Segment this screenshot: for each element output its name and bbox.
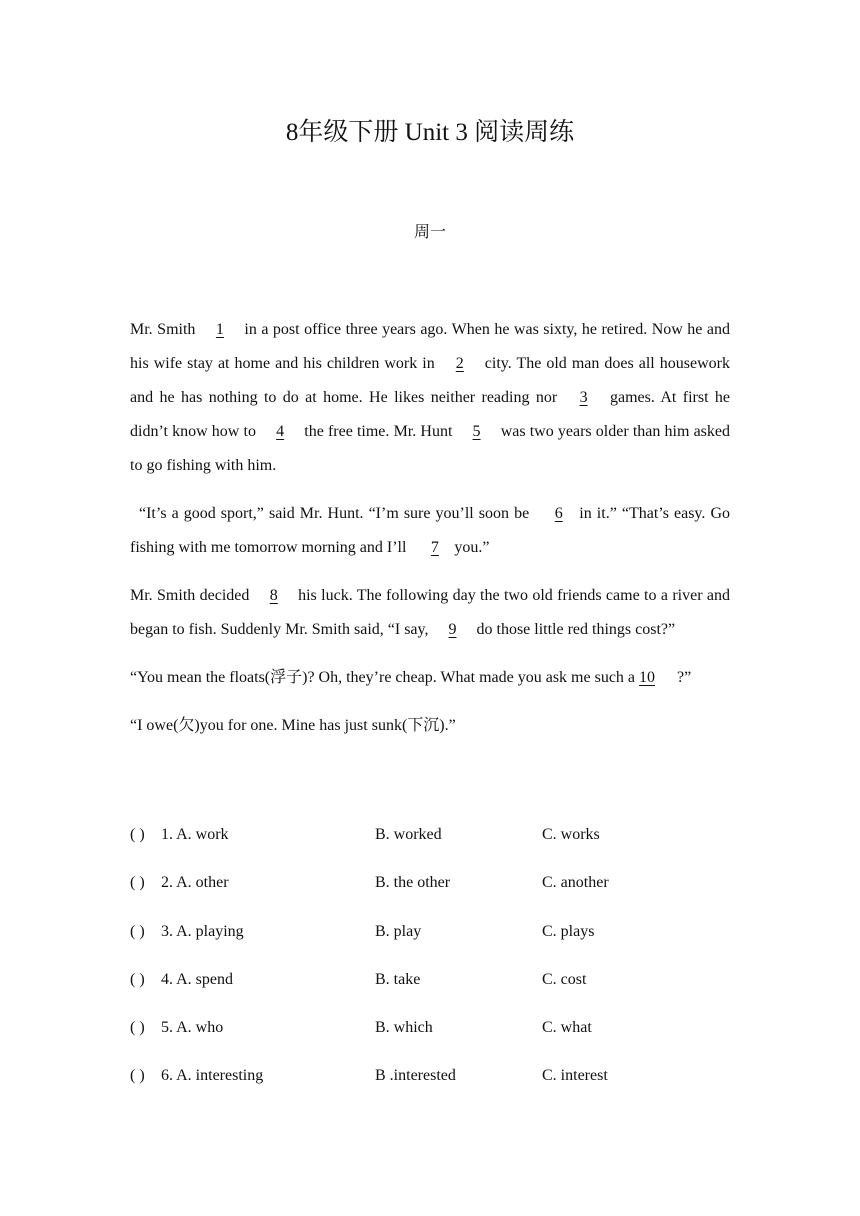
answer-bracket: ( ) (130, 826, 145, 843)
option-c: C. what (542, 1019, 592, 1037)
passage-text: city. The old man does all housework and he has nothing to do at home. He likes neither reading nor (130, 355, 730, 406)
question-row (130, 1067, 730, 1115)
passage-text: “You mean the floats(浮子)? Oh, they’re cheap. What made you ask me such a (130, 669, 640, 686)
blank-2: 2 (455, 355, 464, 372)
option-b: B. which (375, 1019, 433, 1037)
option-c: C. works (542, 826, 600, 843)
option-b: B. take (375, 970, 421, 988)
blank-9: 9 (448, 621, 457, 638)
option-a: 1. A. work (161, 826, 229, 843)
question-row (130, 971, 730, 1019)
passage-text: his luck. The following day the two old friends came to a river and began to fish. Suddenly Mr. Smith said, “I say, (130, 587, 730, 638)
answer-bracket: ( ) (130, 922, 145, 940)
passage-text: ?” (673, 669, 692, 686)
passage-text: Mr. Smith (130, 321, 200, 338)
answer-bracket: ( ) (130, 874, 145, 892)
option-a: 2. A. other (161, 874, 229, 892)
passage-text: in it.” “That’s easy. Go fishing with me tomorrow morning and I’ll (130, 505, 730, 556)
document-title: 8年级下册 Unit 3 阅读周练 (285, 119, 575, 146)
passage-paragraph-3 (130, 579, 730, 647)
passage-text: you.” (450, 539, 490, 556)
passage-paragraph-5 (130, 709, 730, 743)
question-row (130, 1019, 730, 1067)
blank-4: 4 (276, 423, 285, 440)
passage-text: games. At first he didn’t know how to (130, 389, 731, 440)
blank-6: 6 (554, 505, 563, 522)
option-c: C. another (542, 874, 609, 892)
passage-paragraph-1 (130, 313, 730, 483)
reading-passage (130, 313, 730, 757)
option-b: B. worked (375, 826, 442, 843)
question-row (130, 923, 730, 971)
blank-3: 3 (579, 389, 588, 406)
passage-paragraph-2 (130, 497, 730, 565)
question-row (130, 826, 730, 874)
question-list (130, 826, 730, 1116)
blank-10: 10 (639, 669, 656, 686)
answer-bracket: ( ) (130, 1019, 145, 1037)
option-b: B .interested (375, 1067, 456, 1085)
passage-text: “It’s a good sport,” said Mr. Hunt. “I’m sure you’ll soon be (139, 505, 535, 522)
answer-bracket: ( ) (130, 1067, 145, 1085)
option-a: 4. A. spend (161, 970, 233, 988)
section-subtitle: 周一 (413, 224, 446, 241)
passage-text: do those little red things cost?” (472, 621, 676, 638)
question-row (130, 874, 730, 922)
blank-7: 7 (430, 539, 439, 556)
answer-bracket: ( ) (130, 970, 145, 988)
option-c: C. plays (542, 922, 595, 940)
passage-text: was two years older than him asked to go fishing with him. (130, 423, 731, 474)
passage-text: “I owe(欠)you for one. Mine has just sunk(下沉).” (130, 717, 456, 734)
passage-text: in a post office three years ago. When he was sixty, he retired. Now he and his wife stay at home and his children work in (130, 321, 731, 372)
option-a: 5. A. who (161, 1019, 224, 1037)
passage-text: Mr. Smith decided (130, 587, 254, 604)
option-a: 3. A. playing (161, 922, 244, 940)
option-b: B. play (375, 922, 422, 940)
option-b: B. the other (375, 874, 451, 892)
option-c: C. cost (542, 970, 587, 988)
passage-text: the free time. Mr. Hunt (300, 423, 457, 440)
option-c: C. interest (542, 1067, 608, 1085)
option-a: 6. A. interesting (161, 1067, 264, 1085)
blank-1: 1 (215, 321, 224, 338)
blank-5: 5 (472, 423, 481, 440)
blank-8: 8 (269, 587, 278, 604)
passage-paragraph-4 (130, 661, 730, 695)
